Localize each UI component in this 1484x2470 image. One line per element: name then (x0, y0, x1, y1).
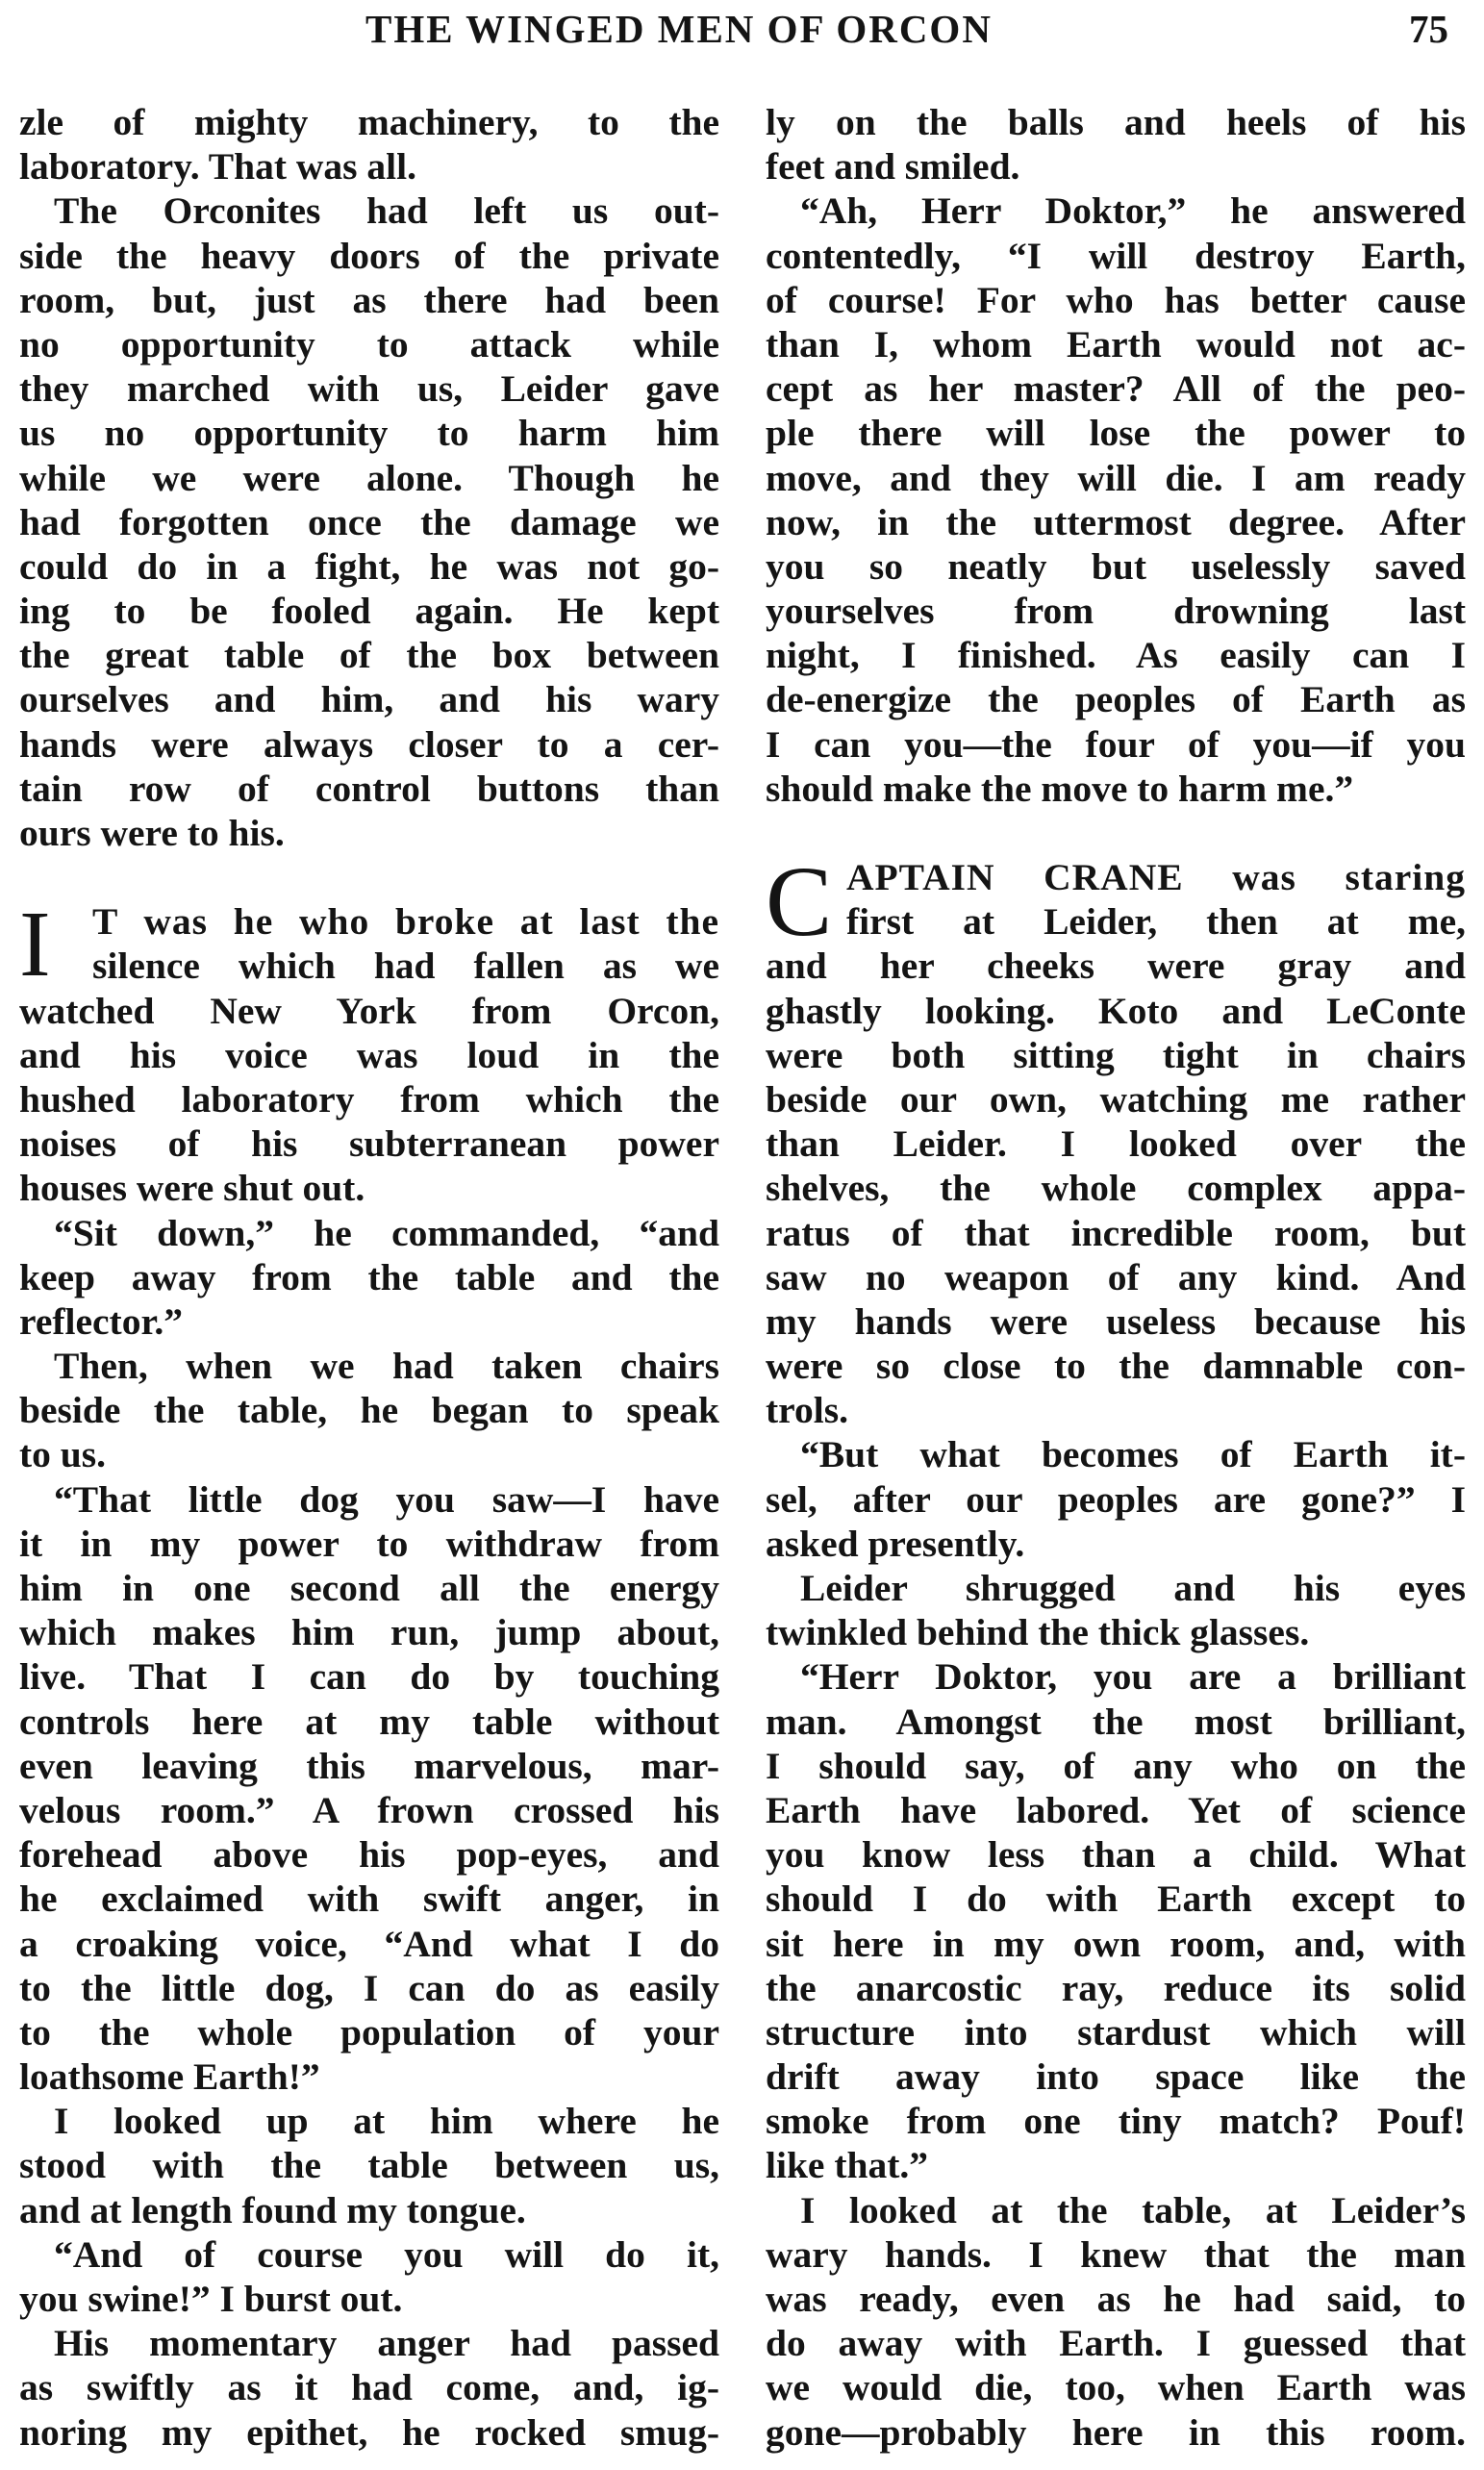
text-line: night, I finished. As easily can I (766, 634, 1466, 677)
paragraph (766, 1566, 1466, 1654)
text-line: noises of his subterranean power (19, 1122, 719, 1166)
text-line: ple there will lose the power to (766, 412, 1466, 455)
paragraph (19, 2321, 719, 2455)
text-line: were both sitting tight in chairs (766, 1033, 1466, 1076)
text-line: ly on the balls and heels of his (766, 101, 1466, 143)
text-line: “That little dog you saw—I have (54, 1477, 719, 1521)
text-line: asked presently. (766, 1522, 1025, 1565)
text-line: live. That I can do by touching (19, 1655, 719, 1699)
text-line: than Leider. I looked over the (766, 1122, 1466, 1166)
text-line: drift away into space like the (766, 2055, 1466, 2099)
text-line: were so close to the damnable con- (766, 1345, 1466, 1388)
text-line: I looked up at him where he (54, 2100, 719, 2143)
text-line: he exclaimed with swift anger, in (19, 1878, 719, 1921)
text-line: APTAIN CRANE was staring (846, 856, 1466, 898)
text-line: sel, after our peoples are gone?” I (766, 1477, 1466, 1521)
drop-cap-letter: I (19, 893, 51, 997)
paragraph (19, 189, 719, 855)
text-line: had forgotten once the damage we (19, 500, 719, 543)
text-line: reflector.” (19, 1299, 183, 1343)
text-line: controls here at my table without (19, 1700, 719, 1743)
text-line: while we were alone. Though he (19, 456, 719, 499)
paragraph (766, 189, 1466, 811)
text-line: shelves, the whole complex appa- (766, 1167, 1466, 1210)
text-line: do away with Earth. I guessed that (766, 2322, 1466, 2365)
paragraph (766, 1654, 1466, 2187)
text-line: of course! For who has better cause (766, 278, 1466, 321)
text-line: keep away from the table and the (19, 1255, 719, 1298)
paragraph (19, 1344, 719, 1477)
text-line: “Herr Doktor, you are a brilliant (800, 1655, 1466, 1699)
text-line: de-energize the peoples of Earth as (766, 678, 1466, 721)
text-line: like that.” (766, 2144, 928, 2187)
text-line: The Orconites had left us out- (54, 189, 719, 233)
text-line: I looked at the table, at Leider’s (800, 2188, 1466, 2231)
paragraph (19, 1477, 719, 2100)
text-line: noring my epithet, he rocked smug- (19, 2410, 719, 2454)
text-line: no opportunity to attack while (19, 322, 719, 365)
story-title: THE WINGED MEN OF ORCON (365, 7, 993, 51)
text-line: we would die, too, when Earth was (766, 2366, 1466, 2409)
text-line: ghastly looking. Koto and LeConte (766, 989, 1466, 1032)
text-line: to us. (19, 1433, 106, 1476)
text-line: ing to be fooled again. He kept (19, 590, 719, 633)
paragraph (19, 2099, 719, 2232)
text-line: “Sit down,” he commanded, “and (54, 1211, 719, 1254)
text-line: than I, whom Earth would not ac- (766, 322, 1466, 365)
paragraph-dropcap (19, 893, 719, 1210)
text-line: ourselves and him, and his wary (19, 678, 719, 721)
text-line: to the little dog, I can do as easily (19, 1966, 719, 2009)
text-line: him in one second all the energy (19, 1567, 719, 1609)
text-line: which makes him run, jump about, (19, 1611, 719, 1654)
text-line: smoke from one tiny match? Pouf! (766, 2100, 1466, 2143)
text-line: wary hands. I knew that the man (766, 2232, 1466, 2276)
text-line: tain row of control buttons than (19, 767, 719, 810)
text-line: laboratory. That was all. (19, 145, 416, 189)
text-line: you swine!” I burst out. (19, 2278, 403, 2320)
paragraph (766, 1432, 1466, 1566)
text-line: beside the table, he began to speak (19, 1389, 719, 1432)
paragraph (19, 100, 719, 189)
text-line: beside our own, watching me rather (766, 1077, 1466, 1121)
text-line: to the whole population of your (19, 2010, 719, 2054)
text-line: the anarcostic ray, reduce its solid (766, 1966, 1466, 2009)
text-line: “And of course you will do it, (54, 2232, 719, 2276)
text-line: cept as her master? All of the peo- (766, 367, 1466, 411)
text-line: and his voice was loud in the (19, 1033, 719, 1076)
drop-cap-letter: C (766, 846, 833, 957)
text-line: move, and they will die. I am ready (766, 456, 1466, 499)
text-line: it in my power to withdraw from (19, 1522, 719, 1565)
text-line: loathsome Earth!” (19, 2055, 320, 2099)
text-line: ratus of that incredible room, but (766, 1211, 1466, 1254)
text-line: man. Amongst the most brilliant, (766, 1700, 1466, 1743)
text-line: yourselves from drowning last (766, 590, 1466, 633)
section-break (19, 855, 719, 899)
text-line: contentedly, “I will destroy Earth, (766, 234, 1466, 277)
text-line: you so neatly but uselessly saved (766, 544, 1466, 588)
text-line: T was he who broke at last the (92, 900, 719, 944)
text-line: forehead above his pop-eyes, and (19, 1833, 719, 1877)
text-line: velous room.” A frown crossed his (19, 1788, 719, 1831)
text-line: zle of mighty machinery, to the (19, 101, 719, 143)
text-line: and at length found my tongue. (19, 2188, 526, 2231)
text-line: houses were shut out. (19, 1167, 365, 1210)
text-line: now, in the uttermost degree. After (766, 500, 1466, 543)
text-line: twinkled behind the thick glasses. (766, 1611, 1310, 1654)
text-line: ours were to his. (19, 812, 285, 854)
text-line: watched New York from Orcon, (19, 989, 719, 1032)
left-column (19, 100, 719, 2455)
text-line: the great table of the box between (19, 634, 719, 677)
text-line: a croaking voice, “And what I do (19, 1922, 719, 1965)
text-line: as swiftly as it had come, and, ig- (19, 2366, 719, 2409)
text-line: His momentary anger had passed (54, 2322, 719, 2365)
text-line: feet and smiled. (766, 145, 1020, 189)
text-line: they marched with us, Leider gave (19, 367, 719, 411)
text-line: even leaving this marvelous, mar- (19, 1744, 719, 1787)
text-line: could do in a fight, he was not go- (19, 544, 719, 588)
text-line: should I do with Earth except to (766, 1878, 1466, 1921)
text-line: should make the move to harm me.” (766, 767, 1354, 810)
page-number: 75 (1409, 7, 1448, 51)
text-line: Leider shrugged and his eyes (800, 1567, 1466, 1609)
text-line: side the heavy doors of the private (19, 234, 719, 277)
text-line: silence which had fallen as we (92, 945, 719, 988)
text-line: sit here in my own room, and, with (766, 1922, 1466, 1965)
section-break (766, 811, 1466, 855)
text-line: room, but, just as there had been (19, 278, 719, 321)
text-line: trols. (766, 1389, 848, 1432)
text-line: Earth have labored. Yet of science (766, 1788, 1466, 1831)
text-line: hushed laboratory from which the (19, 1077, 719, 1121)
text-line: I should say, of any who on the (766, 1744, 1466, 1787)
text-line: “But what becomes of Earth it- (800, 1433, 1466, 1476)
text-line: stood with the table between us, (19, 2144, 719, 2187)
paragraph (19, 1211, 719, 1345)
paragraph (19, 2232, 719, 2321)
paragraph (766, 100, 1466, 189)
right-column (766, 100, 1466, 2455)
text-line: saw no weapon of any kind. And (766, 1255, 1466, 1298)
running-header (0, 6, 1484, 63)
paragraph (766, 2188, 1466, 2455)
text-line: I can you—the four of you—if you (766, 722, 1466, 766)
paragraph-dropcap (766, 846, 1466, 1432)
text-line: first at Leider, then at me, (846, 900, 1466, 944)
text-line: “Ah, Herr Doktor,” he answered (800, 189, 1466, 233)
text-line: Then, when we had taken chairs (54, 1345, 719, 1388)
text-line: my hands were useless because his (766, 1299, 1466, 1343)
text-line: structure into stardust which will (766, 2010, 1466, 2054)
text-line: hands were always closer to a cer- (19, 722, 719, 766)
text-line: gone—probably here in this room. (766, 2410, 1466, 2454)
text-line: us no opportunity to harm him (19, 412, 719, 455)
text-line: and her cheeks were gray and (766, 945, 1466, 988)
text-line: you know less than a child. What (766, 1833, 1466, 1877)
text-line: was ready, even as he had said, to (766, 2278, 1466, 2320)
